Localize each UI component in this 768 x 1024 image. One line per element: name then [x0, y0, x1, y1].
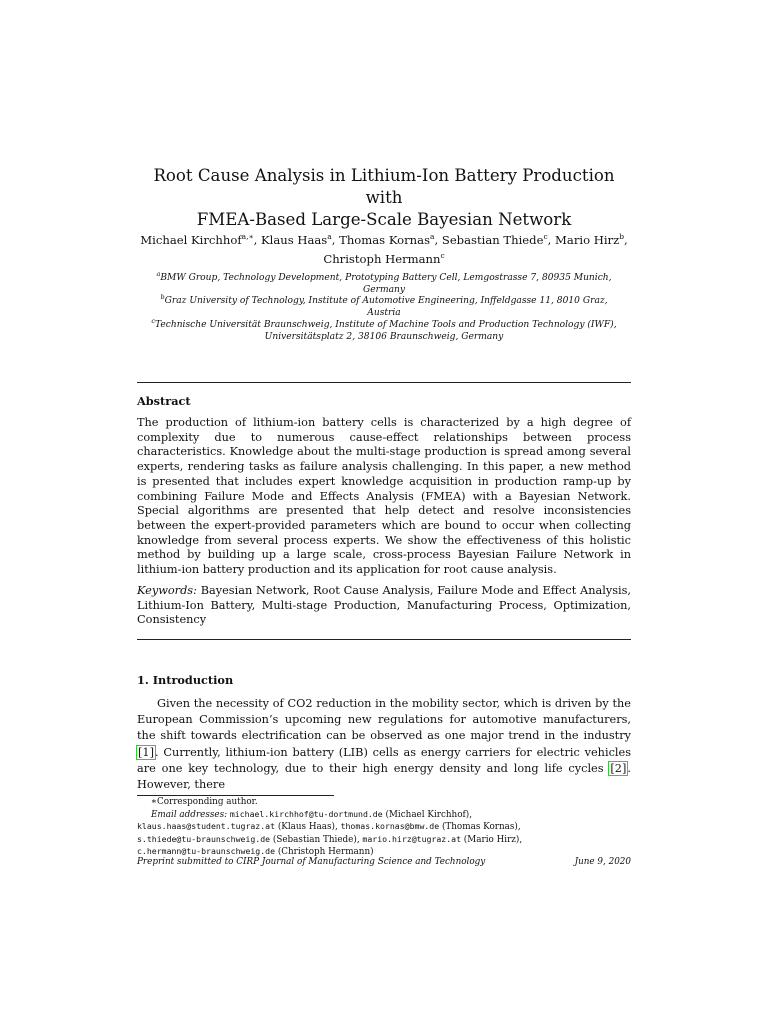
affiliation-mark: a [156, 270, 161, 278]
affiliation-b [137, 292, 631, 319]
author-affil-mark: a,∗ [241, 232, 254, 241]
email-link[interactable]: s.thiede@tu-braunschweig.de [137, 833, 271, 844]
author-list [137, 229, 631, 267]
email-link[interactable]: mario.hirz@tugraz.at [362, 833, 462, 844]
introduction-paragraph [137, 696, 631, 793]
keywords-label: Keywords: [137, 584, 197, 597]
affiliation-line: Austria [367, 307, 401, 318]
paper-title [137, 165, 631, 231]
author-affil-mark: a [327, 232, 332, 241]
author-affil-mark: b [619, 232, 625, 241]
author-name: Sebastian Thiede [441, 232, 544, 247]
affiliation-line: Technische Universität Braunschweig, Institute of Machine Tools and Production Technology (IWF), [155, 320, 617, 331]
page-footer [137, 857, 631, 867]
title-line-2: FMEA-Based Large-Scale Bayesian Network [196, 210, 572, 229]
email-owner: (Mario Hirz), [461, 834, 523, 845]
email-link[interactable]: c.hermann@tu-braunschweig.de [137, 846, 276, 857]
keywords-text: Bayesian Network, Root Cause Analysis, Failure Mode and Effect Analysis, Lithium-Ion Battery, Multi-stage Production, Manufacturing Process, Optimization, Consistency [137, 584, 631, 627]
author-affil-mark: c [543, 232, 548, 241]
affiliation-mark: c [151, 317, 155, 325]
abstract-text: The production of lithium-ion battery cells is characterized by a high degree of complexity due to numerous cause-effect relationships between process characteristics. Knowledge about the multi-stage production is spread among several experts, rendering tasks as failure analysis challenging. In this paper, a new method is presented that includes expert knowledge acquisition in production ramp-up by combining Failure Mode and Effects Analysis (FMEA) with a Bayesian Network. Special algorithms are presented that help detect and resolve inconsistencies between the expert-provided parameters which are bound to occur when collecting knowledge from several process experts. We show the effectiveness of this holistic method by building up a large scale, cross-process Bayesian Failure Network in lithium-ion battery production and its application for root cause analysis. [137, 416, 631, 577]
intro-text: . However, there [137, 761, 631, 792]
citation-link-2[interactable]: [2] [610, 761, 627, 775]
intro-text: Given the necessity of CO2 reduction in the mobility sector, which is driven by the European Commission’s upcoming new regulations for automotive manufacturers, the shift towards electrification can be observed as one major trend in the industry [137, 697, 631, 743]
footnote [137, 797, 631, 859]
footnote-rule [137, 795, 334, 796]
author-name: Klaus Haas [260, 232, 328, 247]
email-owner: (Michael Kirchhof), [382, 809, 473, 820]
email-link[interactable]: thomas.kornas@bmw.de [340, 821, 440, 832]
citation-link-1[interactable]: [1] [138, 745, 155, 759]
email-label: Email addresses: [151, 809, 228, 820]
abstract-top-rule [137, 382, 631, 383]
author-name: Thomas Kornas [339, 232, 431, 247]
affiliation-c [137, 316, 631, 343]
author-separator: , [547, 232, 556, 247]
affiliation-line: Germany [362, 284, 406, 295]
abstract-heading: Abstract [137, 394, 191, 408]
affiliation-mark: b [160, 293, 165, 301]
affiliation-line: Universitätsplatz 2, 38106 Braunschweig, Germany [264, 331, 504, 342]
title-line-1: Root Cause Analysis in Lithium-Ion Battery Production with [153, 166, 615, 207]
email-owner: (Klaus Haas), [275, 822, 341, 833]
email-owner: (Christoph Hermann) [275, 847, 374, 858]
keywords [137, 584, 631, 628]
author-affil-mark: c [440, 250, 445, 260]
author-separator: , [253, 232, 261, 247]
email-link[interactable]: michael.kirchhof@tu-dortmund.de [229, 808, 383, 819]
footer-date: June 9, 2020 [574, 857, 631, 867]
email-owner: (Sebastian Thiede), [270, 834, 363, 845]
intro-text: . Currently, lithium-ion battery (LIB) cells as energy carriers for electric vehicles are one key technology, due to their high energy density and long life cycles [137, 745, 631, 775]
email-link[interactable]: klaus.haas@student.tugraz.at [137, 821, 276, 832]
author-separator: , [331, 232, 340, 247]
author-name: Mario Hirz [555, 232, 620, 247]
abstract-bottom-rule [137, 639, 631, 640]
author-affil-mark: a [430, 232, 435, 241]
email-owner: (Thomas Kornas), [439, 822, 521, 833]
affiliation-line: Graz University of Technology, Institute of Automotive Engineering, Inffeldgasse 11, 8010 Graz, [164, 296, 608, 307]
author-separator: , [624, 232, 628, 247]
author-name: Christoph Hermann [323, 251, 441, 266]
corresponding-author-note: ∗Corresponding author. [151, 797, 258, 807]
section-heading-introduction: 1. Introduction [137, 673, 234, 687]
footer-journal: Preprint submitted to CIRP Journal of Manufacturing Science and Technology [137, 857, 486, 867]
affiliation-line: BMW Group, Technology Development, Prototyping Battery Cell, Lemgostrasse 7, 80935 Munich, [160, 273, 612, 284]
author-separator: , [434, 232, 442, 247]
author-name: Michael Kirchhof [140, 232, 242, 247]
